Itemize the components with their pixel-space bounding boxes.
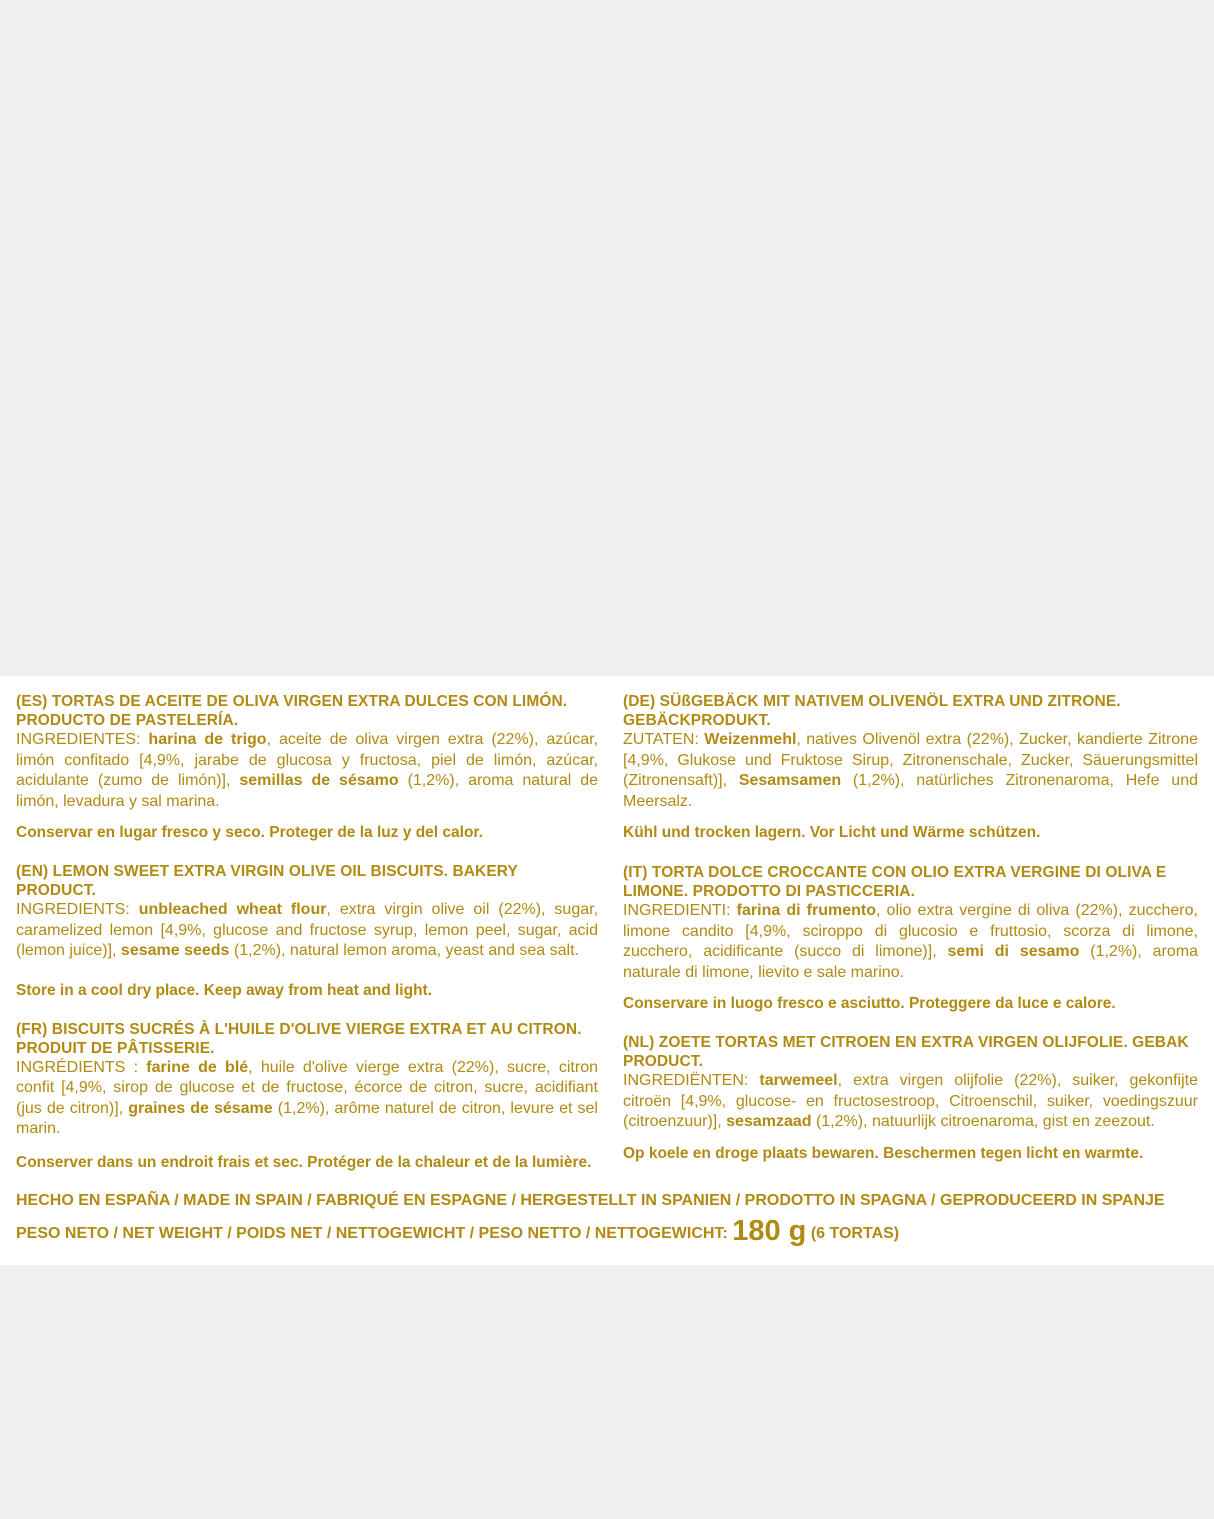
section-fr-ingredients (16, 1058, 598, 1140)
section-fr-storage: Conserver dans un endroit frais et sec. Protéger de la chaleur et de la lumière. (16, 1153, 592, 1171)
section-nl-ingredients (623, 1071, 1198, 1133)
net-weight-label: PESO NETO / NET WEIGHT / POIDS NET / NETTOGEWICHT / PESO NETTO / NETTOGEWICHT: (16, 1224, 733, 1242)
allergen-text: unbleached wheat flour (138, 901, 327, 918)
net-weight-count: (6 TORTAS) (806, 1224, 900, 1242)
ingredients-text: , aceite de oliva virgen extra (22%), azúcar, limón confitado [4,9%, jarabe de glucosa y fructosa, piel de limón, azúcar, acidulante (zumo de limón)], (16, 731, 598, 789)
section-en-storage: Store in a cool dry place. Keep away from heat and light. (16, 981, 433, 999)
ingredients-text: (1,2%), aroma natural de limón, levadura y sal marina. (16, 772, 599, 810)
section-es-ingredients (16, 730, 598, 812)
net-weight-value: 180 g (732, 1214, 807, 1247)
ingredients-text: , natives Olivenöl extra (22%), Zucker, kandierte Zitrone [4,9%, Glukose und Fruktose Sirup, Zitronenschale, Zucker, Säuerungsmittel (Zitronensaft)], (623, 731, 1198, 789)
section-en (16, 862, 598, 1001)
allergen-text: tarwemeel (759, 1072, 838, 1089)
section-fr-heading: (FR) BISCUITS SUCRÉS À L'HUILE D'OLIVE VIERGE EXTRA ET AU CITRON. PRODUIT DE PÂTISSERIE. (16, 1020, 582, 1057)
allergen-text: farina di frumento (736, 902, 876, 919)
allergen-text: graines de sésame (128, 1099, 273, 1117)
left-column (16, 692, 598, 1188)
section-nl-heading: (NL) ZOETE TORTAS MET CITROEN EN EXTRA VIRGEN OLIJFOLIE. GEBAK PRODUCT. (623, 1034, 1189, 1070)
ingredients-label: INGREDIENTI: (623, 902, 737, 919)
allergen-text: semi di sesamo (947, 943, 1080, 960)
section-es-storage: Conservar en lugar fresco y seco. Proteger de la luz y del calor. (16, 824, 483, 841)
section-fr (16, 1020, 598, 1173)
allergen-text: Weizenmehl (704, 731, 797, 748)
ingredients-text: (1,2%), natuurlijk citroenaroma, gist en zeezout. (811, 1113, 1155, 1130)
allergen-text: semillas de sésamo (239, 772, 399, 789)
section-en-ingredients (16, 900, 598, 962)
section-it (623, 863, 1198, 1014)
ingredients-text: , extra virgin olive oil (22%), sugar, caramelized lemon [4,9%, glucose and fructose syrup, lemon peel, sugar, acid (lemon juice)], (16, 901, 599, 959)
ingredients-text: , huile d'olive vierge extra (22%), sucre, citron confit [4,9%, sirop de glucose et de fructose, écorce de citron, sucre, acidifiant (jus de citron)], (16, 1058, 599, 1117)
section-it-storage: Conservare in luogo fresco e asciutto. Proteggere da luce e calore. (623, 995, 1116, 1012)
section-nl-storage: Op koele en droge plaats bewaren. Beschermen tegen licht en warmte. (623, 1144, 1144, 1162)
ingredients-text: (1,2%), aroma naturale di limone, lievito e sale marino. (623, 943, 1198, 981)
allergen-text: harina de trigo (148, 731, 267, 748)
ingredients-text: (1,2%), natural lemon aroma, yeast and sea salt. (229, 942, 579, 959)
section-es-heading: (ES) TORTAS DE ACEITE DE OLIVA VIRGEN EXTRA DULCES CON LIMÓN. PRODUCTO DE PASTELERÍA. (16, 693, 568, 729)
ingredients-label: INGREDIENTES: (16, 731, 149, 748)
ingredients-text: (1,2%), natürliches Zitronenaroma, Hefe und Meersalz. (623, 772, 1198, 810)
ingredients-text: , extra virgen olijfolie (22%), suiker, gekonfijte citroën [4,9%, glucose- en fructosestroop, Citroenschil, suiker, voedingszuur (citroenzuur)], (623, 1072, 1198, 1130)
allergen-text: sesamzaad (726, 1113, 812, 1130)
allergen-text: farine de blé (146, 1058, 249, 1076)
section-it-heading: (IT) TORTA DOLCE CROCCANTE CON OLIO EXTRA VERGINE DI OLIVA E LIMONE. PRODOTTO DI PASTICCERIA. (623, 864, 1167, 900)
ingredients-label: ZUTATEN: (623, 731, 705, 748)
right-column (623, 692, 1198, 1188)
allergen-text: Sesamsamen (738, 772, 842, 789)
ingredients-label: INGREDIËNTEN: (623, 1072, 760, 1089)
ingredients-label: INGRÉDIENTS : (16, 1058, 147, 1076)
ingredients-text: , olio extra vergine di oliva (22%), zucchero, limone candito [4,9%, sciroppo di glucosio e fruttosio, scorza di limone, zucchero, acidificante (succo di limone)], (623, 902, 1198, 960)
section-es (16, 692, 598, 843)
ingredients-label: INGREDIENTS: (16, 901, 139, 918)
made-in-spain-line: HECHO EN ESPAÑA / MADE IN SPAIN / FABRIQUÉ EN ESPAGNE / HERGESTELLT IN SPANIEN / PRODOTTO IN SPAGNA / GEPRODUCEERD IN SPANJE (16, 1191, 1165, 1209)
allergen-text: sesame seeds (120, 942, 230, 959)
product-label-panel (0, 676, 1214, 1265)
section-de-ingredients (623, 730, 1198, 812)
section-de (623, 692, 1198, 843)
ingredients-text: (1,2%), arôme naturel de citron, levure et sel marin. (16, 1099, 598, 1137)
label-columns (16, 692, 1198, 1188)
section-de-storage: Kühl und trocken lagern. Vor Licht und Wärme schützen. (623, 824, 1041, 841)
section-de-heading: (DE) SÜßGEBÄCK MIT NATIVEM OLIVENÖL EXTRA UND ZITRONE. GEBÄCKPRODUKT. (623, 693, 1121, 729)
section-it-ingredients (623, 901, 1198, 983)
section-nl (623, 1033, 1198, 1164)
net-weight-line (16, 1214, 1198, 1247)
section-en-heading: (EN) LEMON SWEET EXTRA VIRGIN OLIVE OIL BISCUITS. BAKERY PRODUCT. (16, 863, 518, 899)
